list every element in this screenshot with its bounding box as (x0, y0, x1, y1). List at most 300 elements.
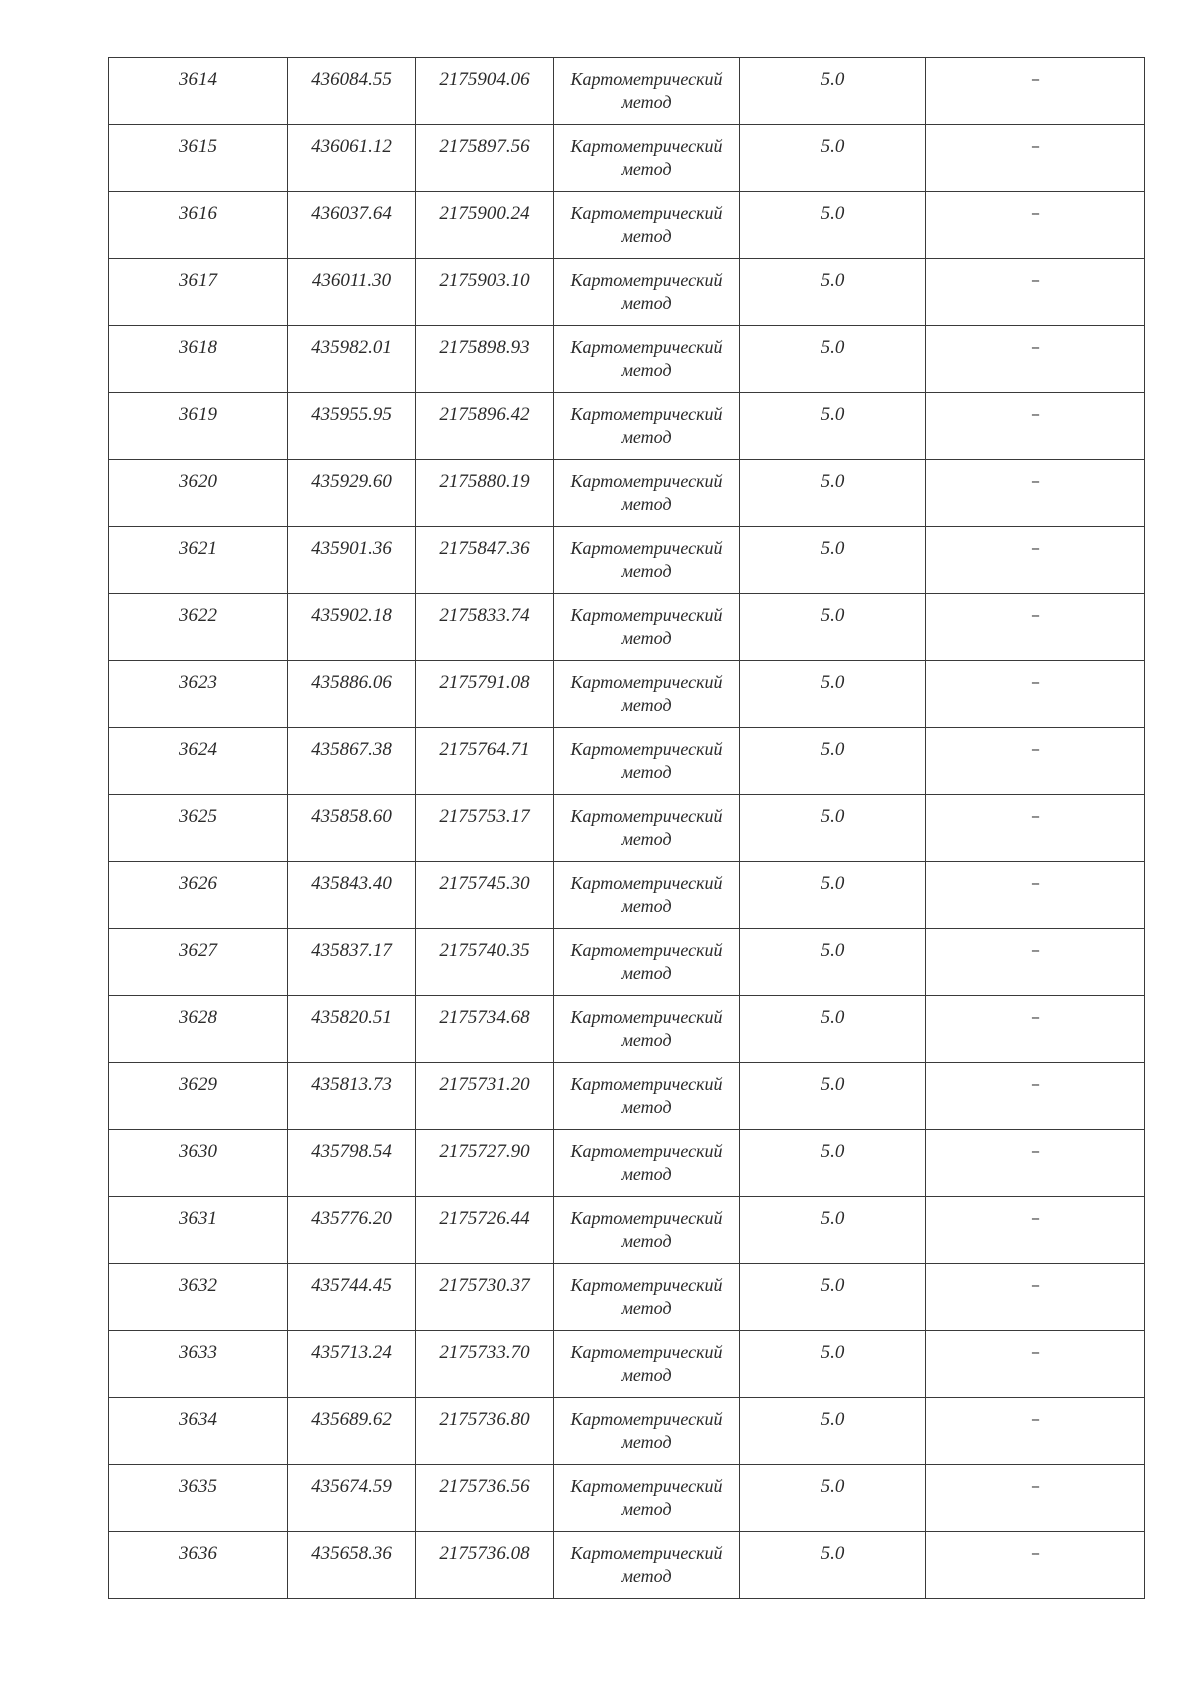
method-text-line2: метод (621, 1164, 672, 1184)
accuracy-text: 5.0 (820, 605, 845, 626)
accuracy-text: 5.0 (820, 806, 845, 827)
method-text-line2: метод (621, 1097, 672, 1117)
y-coordinate-text: 2175900.24 (439, 203, 530, 224)
accuracy-text: 5.0 (820, 203, 845, 224)
y-coordinate-text: 2175833.74 (439, 605, 530, 626)
y-coordinate-text: 2175736.80 (439, 1409, 530, 1430)
y-coordinate-cell (416, 1465, 554, 1532)
method-cell (554, 259, 740, 326)
y-coordinate-text: 2175745.30 (439, 873, 530, 894)
x-coordinate-text: 436084.55 (311, 69, 392, 90)
method-text-line1: Картометрический (570, 1141, 723, 1161)
x-coordinate-cell (288, 1063, 416, 1130)
y-coordinate-cell (416, 728, 554, 795)
method-cell (554, 1398, 740, 1465)
point-number-text: 3634 (179, 1409, 217, 1430)
method-cell (554, 125, 740, 192)
y-coordinate-text: 2175731.20 (439, 1074, 530, 1095)
accuracy-text: 5.0 (820, 270, 845, 291)
method-text (554, 460, 739, 516)
table-row (109, 594, 1145, 661)
method-cell (554, 1465, 740, 1532)
method-text-line2: метод (621, 1499, 672, 1519)
accuracy-text: 5.0 (820, 136, 845, 157)
point-number-text: 3622 (179, 605, 217, 626)
table-row (109, 393, 1145, 460)
method-text (554, 929, 739, 985)
table-row (109, 1197, 1145, 1264)
accuracy-text: 5.0 (820, 873, 845, 894)
table-row (109, 326, 1145, 393)
y-coordinate-cell (416, 996, 554, 1063)
accuracy-cell (740, 1130, 926, 1197)
method-text-line1: Картометрический (570, 806, 723, 826)
table-row (109, 795, 1145, 862)
x-coordinate-cell (288, 259, 416, 326)
point-number-cell (109, 326, 288, 393)
method-text (554, 1264, 739, 1320)
accuracy-text: 5.0 (820, 404, 845, 425)
accuracy-cell (740, 527, 926, 594)
point-number-text: 3631 (179, 1208, 217, 1229)
accuracy-text: 5.0 (820, 1275, 845, 1296)
method-cell (554, 1063, 740, 1130)
accuracy-cell (740, 259, 926, 326)
method-cell (554, 862, 740, 929)
method-cell (554, 996, 740, 1063)
method-cell (554, 728, 740, 795)
note-text: -- (1031, 139, 1039, 154)
point-number-text: 3629 (179, 1074, 217, 1095)
method-cell (554, 661, 740, 728)
method-text (554, 594, 739, 650)
method-text-line2: метод (621, 1566, 672, 1586)
y-coordinate-cell (416, 326, 554, 393)
point-number-cell (109, 1331, 288, 1398)
x-coordinate-cell (288, 996, 416, 1063)
note-cell (926, 460, 1145, 527)
note-text: -- (1031, 809, 1039, 824)
y-coordinate-text: 2175764.71 (439, 739, 530, 760)
x-coordinate-text: 435776.20 (311, 1208, 392, 1229)
note-text: -- (1031, 340, 1039, 355)
table-row (109, 728, 1145, 795)
accuracy-cell (740, 1398, 926, 1465)
method-text-line2: метод (621, 159, 672, 179)
x-coordinate-text: 435982.01 (311, 337, 392, 358)
y-coordinate-text: 2175880.19 (439, 471, 530, 492)
accuracy-cell (740, 326, 926, 393)
point-number-text: 3614 (179, 69, 217, 90)
point-number-text: 3625 (179, 806, 217, 827)
accuracy-text: 5.0 (820, 69, 845, 90)
x-coordinate-cell (288, 795, 416, 862)
table-row (109, 996, 1145, 1063)
note-text: -- (1031, 1546, 1039, 1561)
method-text (554, 728, 739, 784)
accuracy-text: 5.0 (820, 739, 845, 760)
method-cell (554, 929, 740, 996)
x-coordinate-text: 435837.17 (311, 940, 392, 961)
method-text (554, 326, 739, 382)
x-coordinate-text: 435813.73 (311, 1074, 392, 1095)
method-text-line2: метод (621, 963, 672, 983)
y-coordinate-cell (416, 259, 554, 326)
table-row (109, 125, 1145, 192)
point-number-cell (109, 594, 288, 661)
method-text (554, 1532, 739, 1588)
method-text-line2: метод (621, 1432, 672, 1452)
point-number-cell (109, 460, 288, 527)
table-row (109, 929, 1145, 996)
coordinates-table (108, 57, 1145, 1599)
accuracy-cell (740, 795, 926, 862)
method-text-line2: метод (621, 628, 672, 648)
method-text (554, 527, 739, 583)
y-coordinate-cell (416, 1331, 554, 1398)
y-coordinate-text: 2175727.90 (439, 1141, 530, 1162)
point-number-text: 3632 (179, 1275, 217, 1296)
note-cell (926, 1264, 1145, 1331)
note-text: -- (1031, 1010, 1039, 1025)
accuracy-cell (740, 594, 926, 661)
accuracy-cell (740, 58, 926, 125)
accuracy-text: 5.0 (820, 1409, 845, 1430)
y-coordinate-text: 2175847.36 (439, 538, 530, 559)
method-text-line1: Картометрический (570, 1275, 723, 1295)
method-text (554, 393, 739, 449)
y-coordinate-cell (416, 58, 554, 125)
x-coordinate-text: 436061.12 (311, 136, 392, 157)
method-text-line1: Картометрический (570, 940, 723, 960)
note-text: -- (1031, 1211, 1039, 1226)
method-cell (554, 393, 740, 460)
table-row (109, 862, 1145, 929)
note-cell (926, 1130, 1145, 1197)
y-coordinate-cell (416, 125, 554, 192)
table-row (109, 1264, 1145, 1331)
note-text: -- (1031, 206, 1039, 221)
x-coordinate-text: 435858.60 (311, 806, 392, 827)
accuracy-text: 5.0 (820, 1342, 845, 1363)
x-coordinate-text: 435843.40 (311, 873, 392, 894)
x-coordinate-cell (288, 460, 416, 527)
note-text: -- (1031, 608, 1039, 623)
method-text-line1: Картометрический (570, 1208, 723, 1228)
y-coordinate-text: 2175733.70 (439, 1342, 530, 1363)
method-text-line1: Картометрический (570, 270, 723, 290)
method-text-line1: Картометрический (570, 1342, 723, 1362)
method-text-line2: метод (621, 896, 672, 916)
note-text: -- (1031, 742, 1039, 757)
method-cell (554, 1264, 740, 1331)
point-number-text: 3623 (179, 672, 217, 693)
note-cell (926, 259, 1145, 326)
method-text-line2: метод (621, 427, 672, 447)
method-text-line2: метод (621, 561, 672, 581)
note-text: -- (1031, 1278, 1039, 1293)
y-coordinate-text: 2175791.08 (439, 672, 530, 693)
method-text (554, 1063, 739, 1119)
y-coordinate-text: 2175740.35 (439, 940, 530, 961)
note-text: -- (1031, 1144, 1039, 1159)
accuracy-cell (740, 1264, 926, 1331)
note-text: -- (1031, 876, 1039, 891)
point-number-cell (109, 393, 288, 460)
method-cell (554, 1331, 740, 1398)
method-text-line1: Картометрический (570, 1476, 723, 1496)
table-row (109, 1398, 1145, 1465)
method-cell (554, 1197, 740, 1264)
x-coordinate-text: 435901.36 (311, 538, 392, 559)
note-cell (926, 594, 1145, 661)
method-cell (554, 460, 740, 527)
note-text: -- (1031, 1479, 1039, 1494)
accuracy-cell (740, 125, 926, 192)
x-coordinate-cell (288, 1331, 416, 1398)
point-number-cell (109, 996, 288, 1063)
y-coordinate-cell (416, 862, 554, 929)
y-coordinate-text: 2175734.68 (439, 1007, 530, 1028)
note-cell (926, 862, 1145, 929)
y-coordinate-cell (416, 1197, 554, 1264)
method-cell (554, 1532, 740, 1599)
note-cell (926, 326, 1145, 393)
x-coordinate-text: 435955.95 (311, 404, 392, 425)
method-text-line1: Картометрический (570, 1543, 723, 1563)
method-text (554, 1130, 739, 1186)
point-number-cell (109, 1398, 288, 1465)
note-cell (926, 125, 1145, 192)
point-number-text: 3618 (179, 337, 217, 358)
accuracy-cell (740, 929, 926, 996)
note-cell (926, 1465, 1145, 1532)
note-cell (926, 393, 1145, 460)
accuracy-text: 5.0 (820, 1543, 845, 1564)
method-text-line1: Картометрический (570, 1007, 723, 1027)
note-cell (926, 661, 1145, 728)
accuracy-cell (740, 661, 926, 728)
point-number-text: 3627 (179, 940, 217, 961)
x-coordinate-cell (288, 1197, 416, 1264)
method-text (554, 862, 739, 918)
point-number-cell (109, 862, 288, 929)
x-coordinate-cell (288, 728, 416, 795)
y-coordinate-text: 2175896.42 (439, 404, 530, 425)
point-number-text: 3615 (179, 136, 217, 157)
table-row (109, 1465, 1145, 1532)
method-text (554, 125, 739, 181)
note-text: -- (1031, 675, 1039, 690)
x-coordinate-cell (288, 862, 416, 929)
point-number-text: 3616 (179, 203, 217, 224)
y-coordinate-text: 2175904.06 (439, 69, 530, 90)
note-text: -- (1031, 72, 1039, 87)
method-text-line2: метод (621, 293, 672, 313)
method-text-line2: метод (621, 360, 672, 380)
point-number-cell (109, 1264, 288, 1331)
method-text-line1: Картометрический (570, 136, 723, 156)
note-text: -- (1031, 1345, 1039, 1360)
method-text (554, 795, 739, 851)
y-coordinate-cell (416, 460, 554, 527)
point-number-cell (109, 259, 288, 326)
x-coordinate-cell (288, 326, 416, 393)
method-text-line1: Картометрический (570, 1409, 723, 1429)
y-coordinate-text: 2175753.17 (439, 806, 530, 827)
method-text-line2: метод (621, 92, 672, 112)
method-cell (554, 594, 740, 661)
accuracy-text: 5.0 (820, 471, 845, 492)
method-text-line2: метод (621, 494, 672, 514)
method-text-line1: Картометрический (570, 873, 723, 893)
x-coordinate-text: 435674.59 (311, 1476, 392, 1497)
method-text (554, 259, 739, 315)
method-cell (554, 1130, 740, 1197)
point-number-cell (109, 192, 288, 259)
table-row (109, 1063, 1145, 1130)
accuracy-text: 5.0 (820, 672, 845, 693)
note-text: -- (1031, 474, 1039, 489)
method-text-line1: Картометрический (570, 337, 723, 357)
table-row (109, 259, 1145, 326)
table-row (109, 58, 1145, 125)
y-coordinate-cell (416, 192, 554, 259)
accuracy-text: 5.0 (820, 538, 845, 559)
method-cell (554, 192, 740, 259)
point-number-cell (109, 58, 288, 125)
method-text-line1: Картометрический (570, 672, 723, 692)
point-number-text: 3630 (179, 1141, 217, 1162)
point-number-text: 3636 (179, 1543, 217, 1564)
point-number-cell (109, 661, 288, 728)
table-row (109, 1331, 1145, 1398)
y-coordinate-text: 2175897.56 (439, 136, 530, 157)
note-cell (926, 728, 1145, 795)
accuracy-text: 5.0 (820, 1007, 845, 1028)
method-text-line2: метод (621, 1030, 672, 1050)
y-coordinate-text: 2175736.08 (439, 1543, 530, 1564)
method-text (554, 1331, 739, 1387)
method-text-line2: метод (621, 1298, 672, 1318)
method-cell (554, 527, 740, 594)
x-coordinate-cell (288, 1130, 416, 1197)
method-text-line2: метод (621, 695, 672, 715)
coordinates-table-body (109, 58, 1145, 1599)
y-coordinate-cell (416, 393, 554, 460)
accuracy-text: 5.0 (820, 337, 845, 358)
y-coordinate-cell (416, 661, 554, 728)
note-text: -- (1031, 273, 1039, 288)
y-coordinate-cell (416, 1532, 554, 1599)
x-coordinate-cell (288, 1532, 416, 1599)
x-coordinate-cell (288, 661, 416, 728)
method-text-line2: метод (621, 829, 672, 849)
accuracy-cell (740, 728, 926, 795)
note-cell (926, 1331, 1145, 1398)
point-number-text: 3628 (179, 1007, 217, 1028)
x-coordinate-cell (288, 594, 416, 661)
note-text: -- (1031, 1412, 1039, 1427)
point-number-cell (109, 929, 288, 996)
x-coordinate-cell (288, 527, 416, 594)
y-coordinate-text: 2175736.56 (439, 1476, 530, 1497)
y-coordinate-cell (416, 795, 554, 862)
point-number-text: 3626 (179, 873, 217, 894)
point-number-cell (109, 527, 288, 594)
note-cell (926, 58, 1145, 125)
x-coordinate-text: 435820.51 (311, 1007, 392, 1028)
accuracy-cell (740, 1532, 926, 1599)
note-cell (926, 1063, 1145, 1130)
y-coordinate-text: 2175898.93 (439, 337, 530, 358)
accuracy-cell (740, 192, 926, 259)
method-text (554, 1465, 739, 1521)
method-text (554, 1398, 739, 1454)
method-text (554, 996, 739, 1052)
method-text-line1: Картометрический (570, 739, 723, 759)
accuracy-cell (740, 460, 926, 527)
point-number-cell (109, 728, 288, 795)
accuracy-cell (740, 862, 926, 929)
x-coordinate-text: 435658.36 (311, 1543, 392, 1564)
y-coordinate-text: 2175726.44 (439, 1208, 530, 1229)
x-coordinate-cell (288, 1264, 416, 1331)
note-cell (926, 1197, 1145, 1264)
note-cell (926, 795, 1145, 862)
table-row (109, 1532, 1145, 1599)
x-coordinate-text: 436011.30 (311, 270, 392, 291)
note-cell (926, 996, 1145, 1063)
table-row (109, 1130, 1145, 1197)
point-number-cell (109, 125, 288, 192)
method-text (554, 58, 739, 114)
x-coordinate-cell (288, 393, 416, 460)
y-coordinate-cell (416, 527, 554, 594)
accuracy-text: 5.0 (820, 940, 845, 961)
point-number-cell (109, 1063, 288, 1130)
method-text-line2: метод (621, 1231, 672, 1251)
note-text: -- (1031, 407, 1039, 422)
accuracy-text: 5.0 (820, 1074, 845, 1095)
method-text (554, 192, 739, 248)
accuracy-cell (740, 1465, 926, 1532)
x-coordinate-text: 435902.18 (311, 605, 392, 626)
method-text (554, 661, 739, 717)
point-number-cell (109, 1465, 288, 1532)
note-cell (926, 929, 1145, 996)
x-coordinate-text: 435689.62 (311, 1409, 392, 1430)
point-number-text: 3624 (179, 739, 217, 760)
method-text-line1: Картометрический (570, 404, 723, 424)
x-coordinate-text: 435867.38 (311, 739, 392, 760)
accuracy-cell (740, 1197, 926, 1264)
point-number-cell (109, 1532, 288, 1599)
method-text-line1: Картометрический (570, 605, 723, 625)
method-text-line1: Картометрический (570, 471, 723, 491)
note-text: -- (1031, 1077, 1039, 1092)
method-cell (554, 795, 740, 862)
point-number-text: 3619 (179, 404, 217, 425)
y-coordinate-cell (416, 1398, 554, 1465)
method-text (554, 1197, 739, 1253)
x-coordinate-cell (288, 125, 416, 192)
x-coordinate-text: 435744.45 (311, 1275, 392, 1296)
x-coordinate-text: 435713.24 (311, 1342, 392, 1363)
accuracy-cell (740, 1331, 926, 1398)
x-coordinate-text: 435929.60 (311, 471, 392, 492)
method-text-line2: метод (621, 1365, 672, 1385)
